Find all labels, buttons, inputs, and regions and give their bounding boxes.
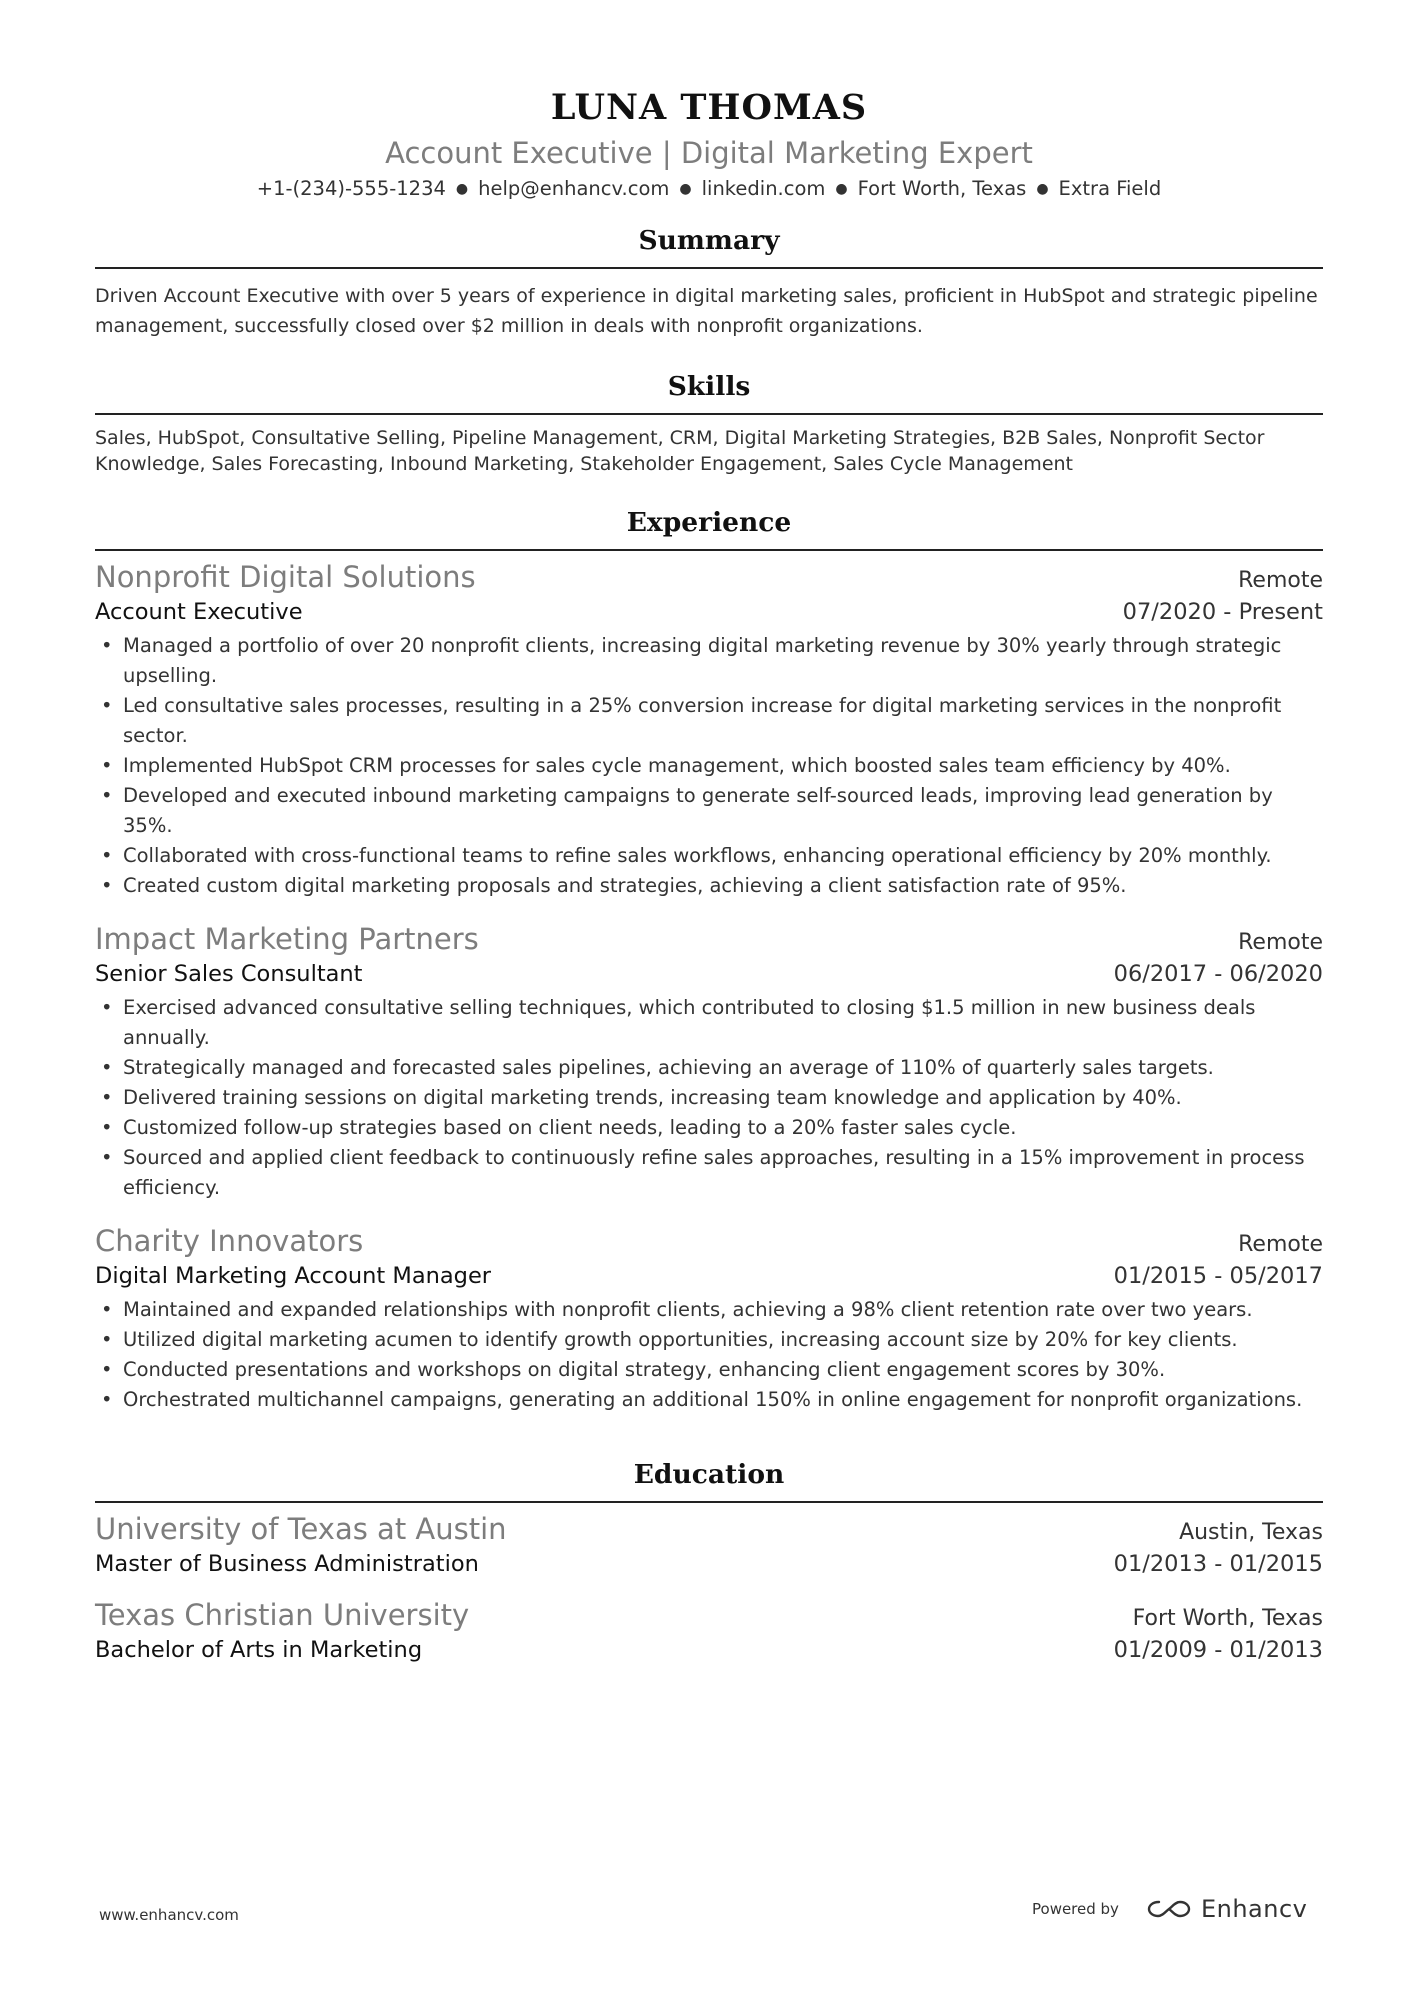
education-section <box>95 1455 1323 1667</box>
section-divider <box>95 1501 1323 1503</box>
contact-phone: +1-(234)-555-1234 <box>256 177 446 200</box>
summary-text: Driven Account Executive with over 5 years of experience in digital marketing sales, proficient in HubSpot and strategic pipeline management, successfully closed over $2 million in deals with nonprofit organizations. <box>95 285 1318 337</box>
footer-branding <box>1032 1895 1307 1923</box>
job-bullet: • Conducted presentations and workshops on digital strategy, enhancing client engagement scores by 30%. <box>95 1355 1323 1385</box>
section-title-skills: Skills <box>667 371 751 402</box>
job-role: Account Executive <box>95 599 303 625</box>
job-bullet: • Created custom digital marketing proposals and strategies, achieving a client satisfaction rate of 95%. <box>95 871 1323 901</box>
footer-website-link[interactable]: www.enhancv.com <box>99 1906 239 1924</box>
section-title-summary: Summary <box>638 225 780 256</box>
education-entry <box>95 1511 1323 1581</box>
enhancv-logo-icon <box>1145 1897 1193 1921</box>
powered-by-label: Powered by <box>1032 1900 1119 1918</box>
job-header <box>95 921 1323 957</box>
job-role: Senior Sales Consultant <box>95 961 363 987</box>
education-location: Austin, Texas <box>1179 1520 1323 1545</box>
section-divider <box>95 549 1323 551</box>
education-header <box>95 1511 1323 1547</box>
education-header <box>95 1597 1323 1633</box>
job-subheader <box>95 1259 1323 1293</box>
education-school: Texas Christian University <box>95 1598 470 1632</box>
job-bullet: • Maintained and expanded relationships with nonprofit clients, achieving a 98% client retention rate over two years. <box>95 1295 1323 1325</box>
job-subheader <box>95 957 1323 991</box>
education-dates: 01/2009 - 01/2013 <box>1113 1637 1323 1663</box>
job-header <box>95 1223 1323 1259</box>
candidate-name: LUNA THOMAS <box>550 87 868 128</box>
job-bullet: • Managed a portfolio of over 20 nonprofit clients, increasing digital marketing revenue by 30% yearly through strategic upselling. <box>95 631 1323 691</box>
contact-line <box>95 175 1323 203</box>
job-bullet: • Strategically managed and forecasted sales pipelines, achieving an average of 110% of quarterly sales targets. <box>95 1053 1323 1083</box>
job-bullet: • Exercised advanced consultative selling techniques, which contributed to closing $1.5 million in new business deals annually. <box>95 993 1323 1053</box>
experience-section <box>95 503 1323 1415</box>
job-bullet: • Orchestrated multichannel campaigns, generating an additional 150% in online engagement for nonprofit organizations. <box>95 1385 1323 1415</box>
job-bullet: • Collaborated with cross-functional teams to refine sales workflows, enhancing operational efficiency by 20% monthly. <box>95 841 1323 871</box>
job-bullet: • Delivered training sessions on digital marketing trends, increasing team knowledge and application by 40%. <box>95 1083 1323 1113</box>
job-bullet: • Implemented HubSpot CRM processes for sales cycle management, which boosted sales team efficiency by 40%. <box>95 751 1323 781</box>
section-divider <box>95 267 1323 269</box>
job-bullet: • Utilized digital marketing acumen to identify growth opportunities, increasing account size by 20% for key clients. <box>95 1325 1323 1355</box>
education-subheader <box>95 1633 1323 1667</box>
job-bullet: • Sourced and applied client feedback to continuously refine sales approaches, resulting in a 15% improvement in process efficiency. <box>95 1143 1323 1203</box>
education-school: University of Texas at Austin <box>95 1512 507 1546</box>
job-location: Remote <box>1238 1232 1323 1257</box>
resume-page <box>95 80 1323 1667</box>
contact-separator: ● <box>835 181 848 197</box>
education-location: Fort Worth, Texas <box>1132 1606 1323 1631</box>
job-subheader <box>95 595 1323 629</box>
job-company: Nonprofit Digital Solutions <box>95 560 476 594</box>
contact-separator: ● <box>1036 181 1049 197</box>
job-location: Remote <box>1238 930 1323 955</box>
contact-extra: Extra Field <box>1058 177 1162 200</box>
job-role: Digital Marketing Account Manager <box>95 1263 492 1289</box>
contact-linkedin: linkedin.com <box>701 177 826 200</box>
job-bullets <box>95 993 1323 1203</box>
candidate-subtitle: Account Executive | Digital Marketing Expert <box>385 136 1033 170</box>
section-divider <box>95 413 1323 415</box>
job-bullet: • Developed and executed inbound marketing campaigns to generate self-sourced leads, improving lead generation by 35%. <box>95 781 1323 841</box>
contact-separator: ● <box>455 181 469 197</box>
job-entry <box>95 1223 1323 1415</box>
skills-text: Sales, HubSpot, Consultative Selling, Pipeline Management, CRM, Digital Marketing Strategies, B2B Sales, Nonprofit Sector Knowledge, Sales Forecasting, Inbound Marketing, Stakeholder Engagement, Sales Cycle Management <box>95 427 1265 475</box>
brand-name: Enhancv <box>1200 1895 1308 1923</box>
job-bullets <box>95 1295 1323 1415</box>
education-degree: Bachelor of Arts in Marketing <box>95 1637 423 1663</box>
section-title-education: Education <box>633 1459 785 1490</box>
job-company: Charity Innovators <box>95 1224 364 1258</box>
job-entry <box>95 559 1323 901</box>
job-dates: 07/2020 - Present <box>1122 599 1323 625</box>
skills-section <box>95 367 1323 477</box>
job-bullet: • Customized follow-up strategies based on client needs, leading to a 20% faster sales cycle. <box>95 1113 1323 1143</box>
education-degree: Master of Business Administration <box>95 1551 479 1577</box>
job-location: Remote <box>1238 568 1323 593</box>
job-bullet: • Led consultative sales processes, resulting in a 25% conversion increase for digital marketing services in the nonprofit sector. <box>95 691 1323 751</box>
education-entry <box>95 1597 1323 1667</box>
section-title-experience: Experience <box>626 507 792 538</box>
job-dates: 01/2015 - 05/2017 <box>1113 1263 1323 1289</box>
education-subheader <box>95 1547 1323 1581</box>
contact-location: Fort Worth, Texas <box>857 177 1027 200</box>
job-bullets <box>95 631 1323 901</box>
job-dates: 06/2017 - 06/2020 <box>1113 961 1323 987</box>
contact-separator: ● <box>679 181 692 197</box>
job-entry <box>95 921 1323 1203</box>
education-dates: 01/2013 - 01/2015 <box>1113 1551 1323 1577</box>
contact-email: help@enhancv.com <box>478 177 670 200</box>
job-company: Impact Marketing Partners <box>95 922 479 956</box>
job-header <box>95 559 1323 595</box>
summary-section <box>95 221 1323 341</box>
